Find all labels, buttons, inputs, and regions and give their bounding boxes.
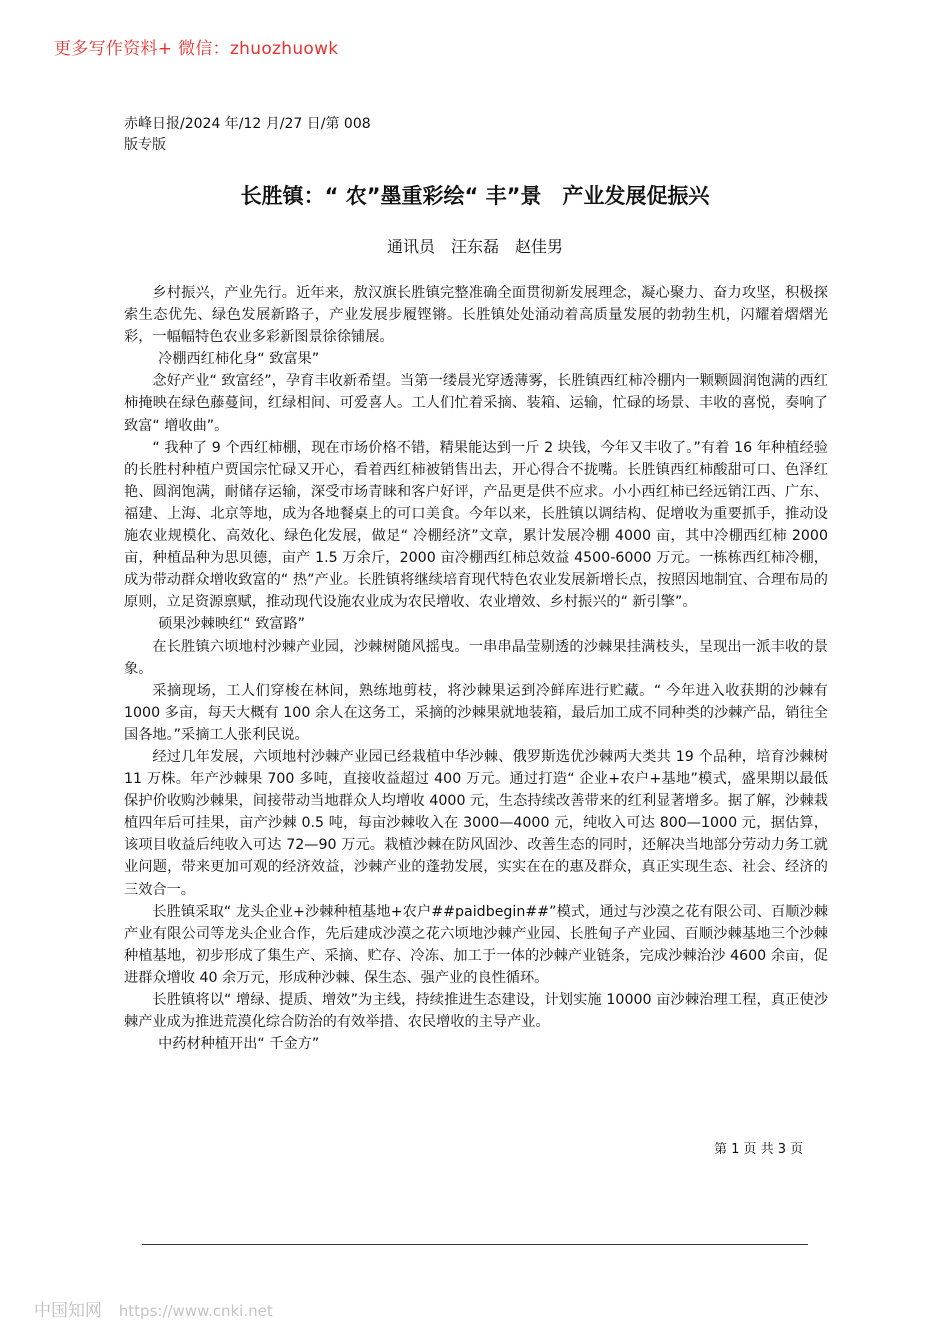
- section-heading: 硕果沙棘映红“ 致富路”: [158, 616, 305, 633]
- paragraph: 采摘现场，工人们穿梭在林间，熟练地剪枝，将沙棘果运到冷鲜库进行贮藏。“ 今年进入收获期的沙棘有 1000 多亩，每天大概有 100 余人在这务工，采摘的沙棘果就地装箱，最后加工成不同种类的沙棘产品，销往全国各地。”采摘工人张利民说。: [124, 682, 828, 743]
- footer-divider: [142, 1244, 808, 1245]
- paragraph: 在长胜镇六顷地村沙棘产业园，沙棘树随风摇曳。一串串晶莹剔透的沙棘果挂满枝头，呈现出一派丰收的景象。: [124, 638, 828, 677]
- footer-url[interactable]: https://www.cnki.net: [118, 1302, 273, 1320]
- section-heading: 冷棚西红柿化身“ 致富果”: [158, 351, 320, 368]
- section-heading: 中药材种植开出“ 千金方”: [158, 1036, 320, 1053]
- paragraph: 经过几年发展，六顷地村沙棘产业园已经栽植中华沙棘、俄罗斯选优沙棘两大类共 19 个品种，培育沙棘树 11 万株。年产沙棘果 700 多吨，直接收益超过 400 万元。通过打造“ 企业+农户+基地”模式，盛果期以最低保护价收购沙棘果，间接带动当地群众人均增收 4000 元，生态持续改善带来的红利显著增多。据了解，沙棘栽植四年后可挂果，亩产沙棘 0.5 吨，每亩沙棘收入在 3000—4000 元，纯收入可达 800—1000 元，据估算，该项目收益后纯收入可达 72—90 万元。栽植沙棘在防风固沙、改善生态的同时，还解决当地部分劳动力务工就业问题，带来更加可观的经济效益，沙棘产业的蓬勃发展，实实在在的惠及群众，真正实现生态、社会、经济的三效合一。: [124, 748, 828, 898]
- article-byline: 通讯员 汪东磊 赵佳男: [386, 237, 563, 256]
- footer-watermark: [34, 1296, 273, 1321]
- section-line: 版专版: [124, 137, 166, 153]
- paragraph: 长胜镇采取“ 龙头企业+沙棘种植基地+农户##paidbegin##”模式，通过与沙漠之花有限公司、百顺沙棘产业有限公司等龙头企业合作，先后建成沙漠之花六顷地沙棘产业园、长胜甸子产业园、百顺沙棘基地三个沙棘种植基地，初步形成了集生产、采摘、贮存、冷冻、加工于一体的沙棘产业链条，完成沙棘治沙 4600 余亩，促进群众增收 40 余万元，形成种沙棘、保生态、强产业的良性循环。: [124, 903, 828, 986]
- paragraph: “ 我种了 9 个西红柿棚，现在市场价格不错，精果能达到一斤 2 块钱，今年又丰收了。”有着 16 年种植经验的长胜村种植户贾国宗忙碌又开心，看着西红柿被销售出去，开心得合不拢嘴。长胜镇西红柿酸甜可口、色泽红艳、圆润饱满，耐储存运输，深受市场青睐和客户好评，产品更是供不应求。小小西红柿已经远销江西、广东、福建、上海、北京等地，成为各地餐桌上的可口美食。今年以来，长胜镇以调结构、促增收为重要抓手，推动设施农业规模化、高效化、绿色化发展，做足“ 冷棚经济”文章，累计发展冷棚 4000 亩，其中冷棚西红柿 2000 亩，种植品种为思贝德，亩产 1.5 万余斤，2000 亩冷棚西红柿总效益 4500-6000 万元。一栋栋西红柿冷棚，成为带动群众增收致富的“ 热”产业。长胜镇将继续培育现代特色农业发展新增长点，按照因地制宜、合理布局的原则，立足资源禀赋，推动现代设施农业成为农民增收、农业增效、乡村振兴的“ 新引擎”。: [124, 439, 828, 611]
- paragraph: 长胜镇将以“ 增绿、提质、增效”为主线，持续推进生态建设，计划实施 10000 亩沙棘治理工程，真正使沙棘产业成为推进荒漠化综合防治的有效举措、农民增收的主导产业。: [124, 992, 828, 1031]
- source-line: 赤峰日报/2024 年/12 月/27 日/第 008: [124, 116, 371, 132]
- article-meta: [124, 114, 371, 156]
- paragraph: 乡村振兴，产业先行。近年来，敖汉旗长胜镇完整准确全面贯彻新发展理念，凝心聚力、奋力攻坚，积极探索生态优先、绿色发展新路子，产业发展步履铿锵。长胜镇处处涌动着高质量发展的勃勃生机，闪耀着熠熠光彩，一幅幅特色农业多彩新图景徐徐铺展。: [124, 285, 828, 346]
- article-body: [124, 282, 828, 1055]
- paragraph: 念好产业“ 致富经”，孕育丰收新希望。当第一缕晨光穿透薄雾，长胜镇西红柿冷棚内一颗颗圆润饱满的西红柿掩映在绿色藤蔓间，红绿相间、可爱喜人。工人们忙着采摘、装箱、运输，忙碌的场景、丰收的喜悦，奏响了致富“ 增收曲”。: [124, 373, 828, 434]
- footer-brand: 中国知网: [34, 1301, 102, 1321]
- page-number: 第 1 页 共 3 页: [714, 1142, 804, 1157]
- article-title: 长胜镇：“ 农”墨重彩绘“ 丰”景 产业发展促振兴: [240, 184, 710, 208]
- promo-banner[interactable]: 更多写作资料+ 微信：zhuozhuowk: [54, 39, 339, 59]
